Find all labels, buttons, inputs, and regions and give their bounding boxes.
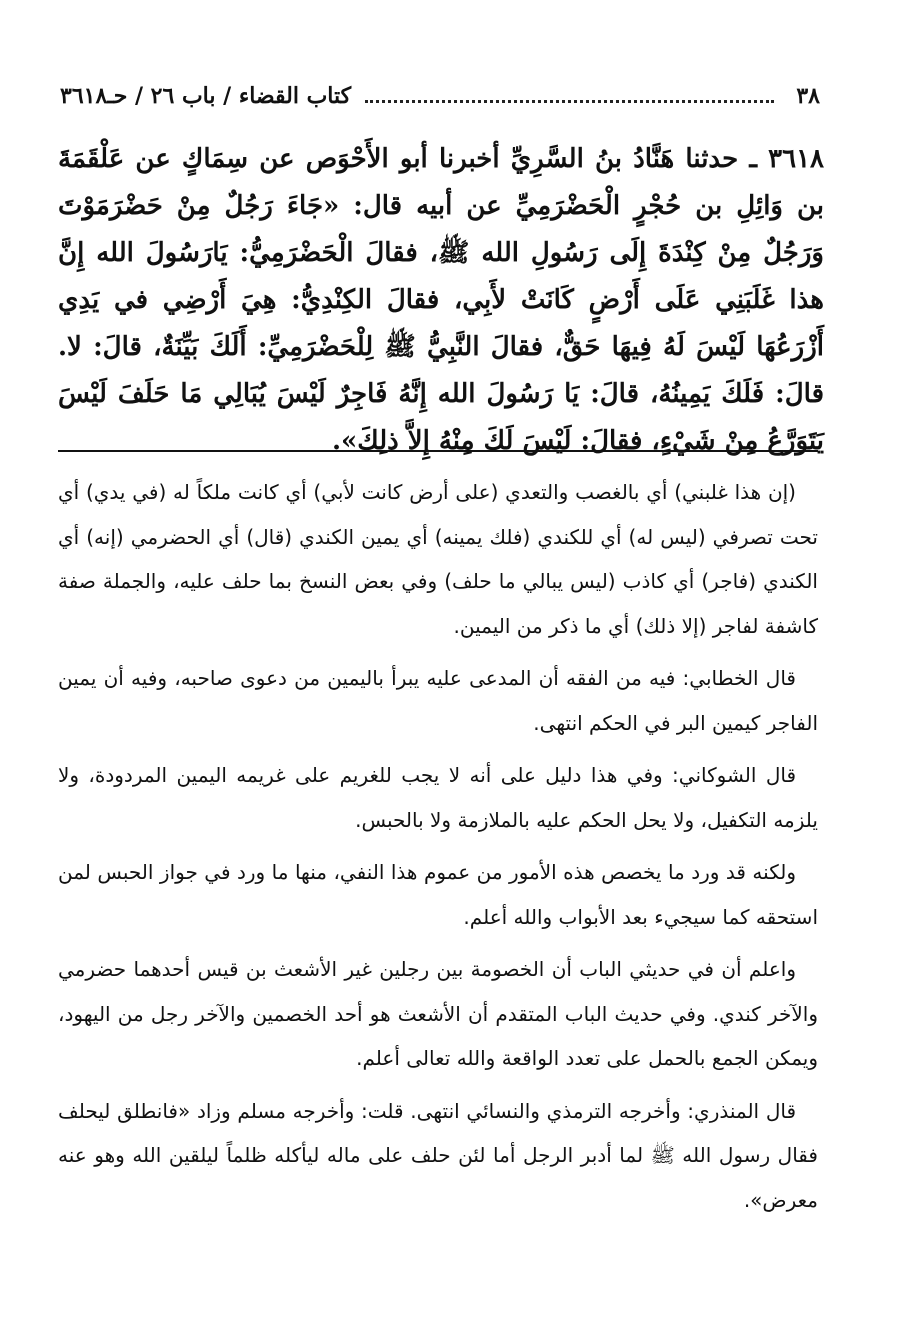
commentary-paragraph: ولكنه قد ورد ما يخصص هذه الأمور من عموم هذا النفي، منها ما ورد في جواز الحبس لمن استحقه كما سيجيء بعد الأبواب والله أعلم.	[58, 860, 818, 929]
commentary-paragraph: قال الخطابي: فيه من الفقه أن المدعى عليه يبرأ باليمين من دعوى صاحبه، وفيه أن يمين الفاجر كيمين البر في الحكم انتهى.	[58, 666, 818, 735]
commentary-paragraph: قال الشوكاني: وفي هذا دليل على أنه لا يجب للغريم على غريمه اليمين المردودة، ولا يلزمه التكفيل، ولا يحل الحكم عليه بالملازمة ولا بالحبس.	[58, 763, 818, 832]
commentary-paragraph: واعلم أن في حديثي الباب أن الخصومة بين رجلين غير الأشعث بن قيس أحدهما حضرمي والآخر كندي. وفي حديث الباب المتقدم أن الأشعث هو أحد الخصمين والآخر رجل من اليهود، ويمكن الجمع بالحمل على تعدد الواقعة والله تعالى أعلم.	[58, 957, 818, 1070]
commentary-paragraph: قال المنذري: وأخرجه الترمذي والنسائي انتهى. قلت: وأخرجه مسلم وزاد «فانطلق ليحلف فقال رسول الله ﷺ لما أدبر الرجل أما لئن حلف على ماله ليأكله ظلماً ليلقين الله وهو عنه معرض».	[58, 1098, 818, 1212]
running-title: كتاب القضاء / باب ٢٦ / حـ٣٦١٨	[60, 83, 352, 109]
header-dotted-leader	[365, 100, 774, 103]
hadith-text: حدثنا هَنَّادُ بنُ السَّرِيِّ أخبرنا أبو الأَحْوَص عن سِمَاكٍ عن عَلْقَمَةَ بن وَائِلِ بن حُجْرٍ الْحَضْرَمِيِّ عن أبيه قال: «جَاءَ رَجُلٌ مِنْ حَضْرَمَوْتَ وَرَجُلٌ مِنْ كِنْدَةَ إِلَى رَسُولِ الله ﷺ، فقالَ الْحَضْرَمِيُّ: يَارَسُولَ الله إِنَّ هذا غَلَبَنِي عَلَى أَرْضٍ كَانَتْ لأَبِي، فقالَ الكِنْدِيُّ: هِيَ أَرْضِي في يَدِي أَزْرَعُهَا لَيْسَ لَهُ فِيهَا حَقٌّ، فقالَ النَّبِيُّ ﷺ لِلْحَضْرَمِيِّ: أَلَكَ بَيِّنَةٌ، قالَ: لا. قالَ: فَلَكَ يَمِينُهُ، قالَ: يَا رَسُولَ الله إِنَّهُ فَاجِرٌ لَيْسَ يُبَالِي مَا حَلَفَ لَيْسَ يَتَوَرَّعُ مِنْ شَيْءٍ، فقالَ: لَيْسَ لَكَ مِنْهُ إِلاَّ ذلِكَ».	[58, 144, 824, 456]
page-header	[60, 78, 820, 114]
hadith-number: ٣٦١٨ ـ	[749, 144, 824, 174]
commentary-block	[58, 470, 818, 1230]
footnote-separator	[58, 450, 818, 452]
page-number: ٣٨	[796, 83, 820, 109]
commentary-paragraph: (إن هذا غلبني) أي بالغصب والتعدي (على أرض كانت لأبي) أي كانت ملكاً له (في يدي) أي تحت تصرفي (ليس له) أي للكندي (فلك يمينه) أي يمين الكندي (قال) أي الحضرمي (إنه) أي الكندي (فاجر) أي كاذب (ليس يبالي ما حلف) وفي بعض النسخ بما حلف عليه، والجملة صفة كاشفة لفاجر (إلا ذلك) أي ما ذكر من اليمين.	[58, 480, 818, 638]
hadith-text-block	[58, 136, 824, 465]
